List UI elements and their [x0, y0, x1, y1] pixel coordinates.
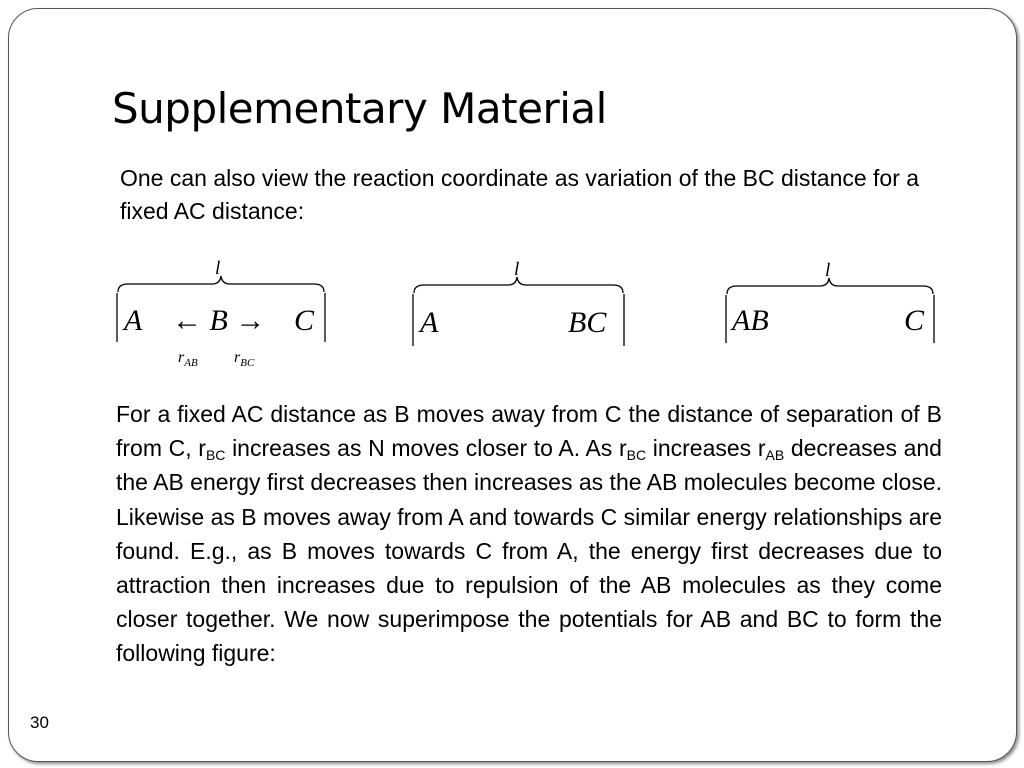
brace-label-2: l [514, 259, 520, 280]
atom-c-1: C [294, 304, 315, 337]
brace-label-1: l [215, 258, 221, 279]
r-bc-label: $r_{BC}$ [234, 349, 255, 369]
molecule-bc: BC [568, 306, 607, 339]
atom-b-moving: ← B → [172, 304, 266, 337]
atom-a-1: A [124, 304, 143, 337]
slide-number: 30 [30, 713, 49, 732]
atom-a-2: A [420, 306, 439, 339]
intro-text: One can also view the reaction coordinate as variation of the BC distance for a fixed AC distance: [120, 165, 920, 224]
slide-title: Supplementary Material [112, 84, 607, 133]
r-ab-label: $r_{AB}$ [178, 349, 198, 369]
body-paragraph: For a fixed AC distance as B moves away from C the distance of separation of B from C, $r_{BC}$ increases as N moves closer to A. As $r_{BC}$ increases $r_{AB}$ decreases and the AB energy first decreases then increases as the AB molecules become close. Likewise as B moves away from A and towards C similar energy relationships are found. E.g., as B moves towards C from A, the energy first decreases due to attraction then increases due to repulsion of the AB molecules as they come closer together. We now superimpose the potentials for AB and BC to form the following figure: [116, 401, 942, 667]
atom-c-3: C [904, 304, 925, 337]
brace-label-3: l [825, 260, 831, 281]
molecule-ab: AB [732, 304, 769, 337]
